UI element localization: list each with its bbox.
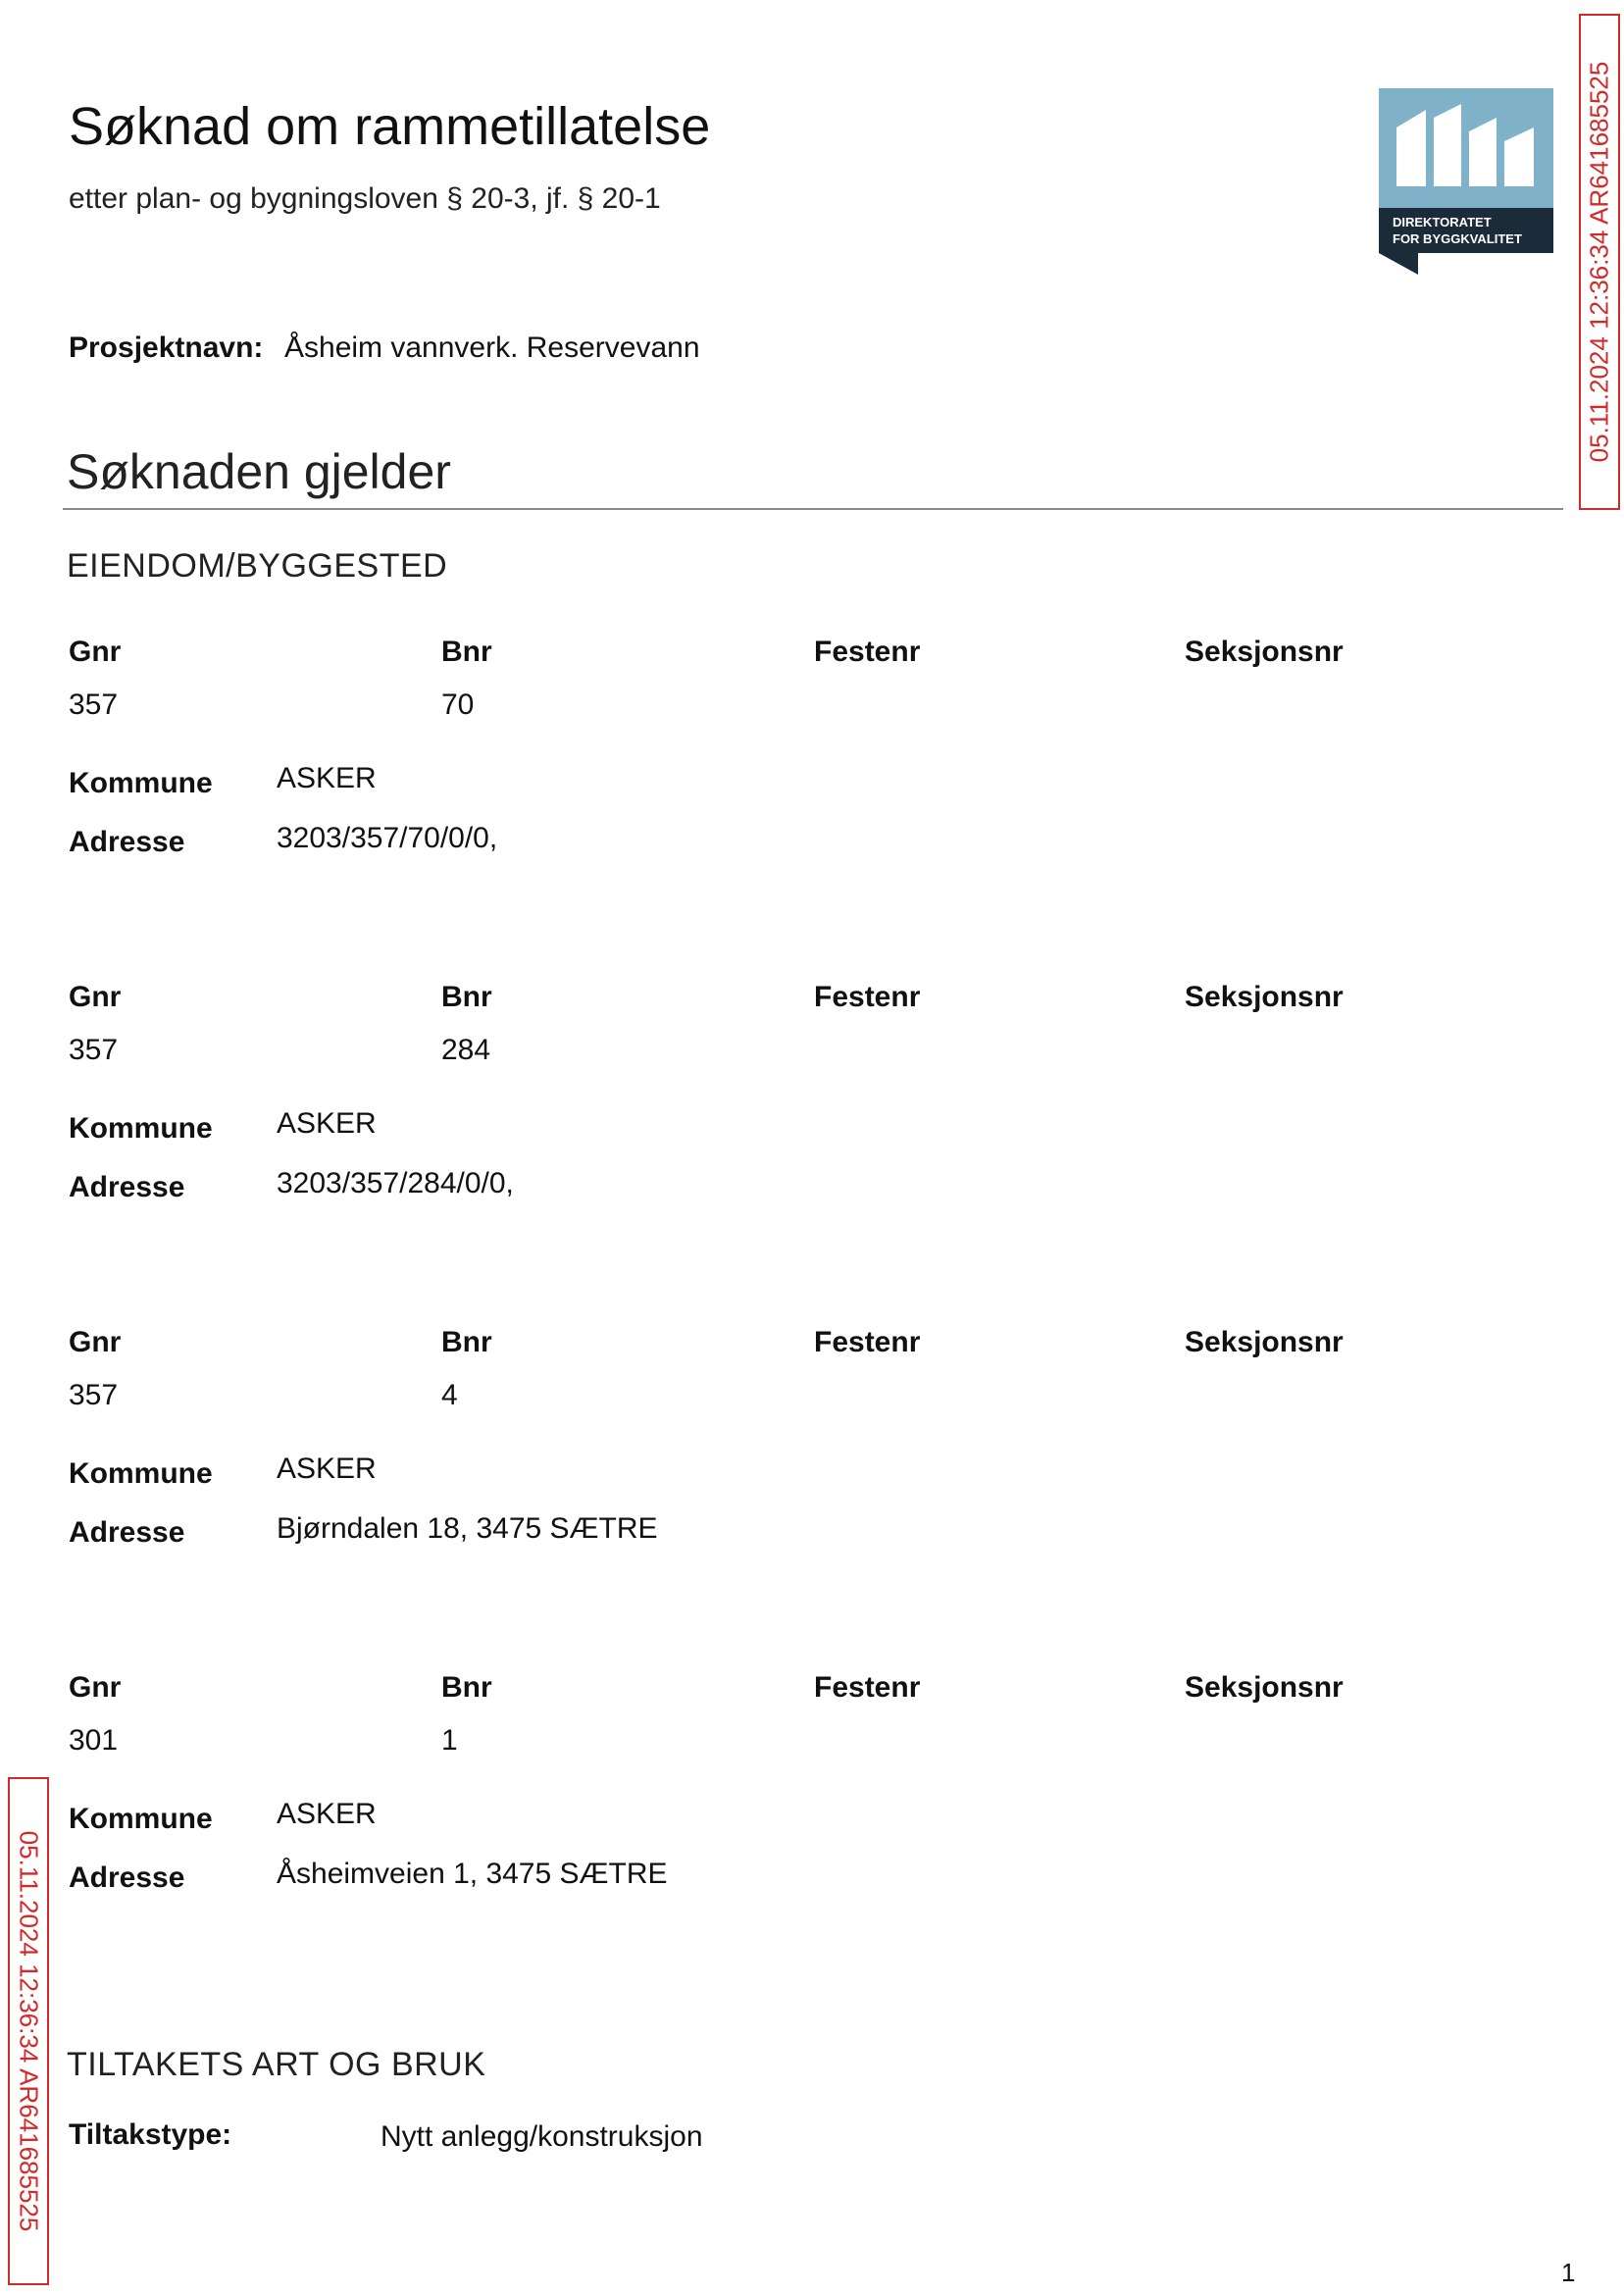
festenr-label: Festenr (814, 1671, 921, 1704)
project-name-value: Åsheim vannverk. Reservevann (284, 331, 700, 364)
bnr-value: 70 (441, 688, 475, 721)
adresse-label: Adresse (69, 1516, 185, 1549)
bnr-label: Bnr (441, 1671, 492, 1704)
adresse-value: 3203/357/70/0/0, (277, 822, 498, 854)
gnr-value: 357 (69, 688, 119, 721)
adresse-value: Bjørndalen 18, 3475 SÆTRE (277, 1512, 658, 1545)
section-divider (63, 508, 1563, 510)
seksjonsnr-label: Seksjonsnr (1185, 981, 1344, 1013)
kommune-value: ASKER (277, 762, 377, 794)
kommune-value: ASKER (277, 1453, 377, 1485)
section-title: Søknaden gjelder (67, 444, 451, 499)
bnr-value: 1 (441, 1724, 458, 1757)
gnr-value: 357 (69, 1379, 119, 1411)
seksjonsnr-label: Seksjonsnr (1185, 1671, 1344, 1704)
project-name-label: Prosjektnavn: (69, 331, 264, 364)
dibk-logo (1379, 88, 1553, 275)
kommune-label: Kommune (69, 767, 213, 799)
kommune-label: Kommune (69, 1803, 213, 1835)
bnr-label: Bnr (441, 636, 492, 668)
gnr-value: 357 (69, 1034, 119, 1066)
adresse-value: 3203/357/284/0/0, (277, 1167, 514, 1199)
gnr-label: Gnr (69, 1671, 122, 1704)
festenr-label: Festenr (814, 981, 921, 1013)
document-title: Søknad om rammetillatelse (69, 97, 711, 156)
document-subtitle: etter plan- og bygningsloven § 20-3, jf. § 20-1 (69, 182, 661, 215)
bnr-value: 4 (441, 1379, 458, 1411)
bnr-value: 284 (441, 1034, 491, 1066)
property-heading: EIENDOM/BYGGESTED (67, 547, 448, 585)
stamp-right-text: 05.11.2024 12:36:34 AR641685525 (1584, 61, 1614, 463)
festenr-label: Festenr (814, 1326, 921, 1358)
dibk-logo-graphic (1379, 88, 1553, 275)
adresse-value: Åsheimveien 1, 3475 SÆTRE (277, 1858, 668, 1890)
tiltakstype-label: Tiltakstype: (69, 2118, 232, 2151)
kommune-value: ASKER (277, 1798, 377, 1830)
seksjonsnr-label: Seksjonsnr (1185, 636, 1344, 668)
gnr-label: Gnr (69, 981, 122, 1013)
stamp-right (1579, 14, 1620, 510)
bnr-label: Bnr (441, 1326, 492, 1358)
adresse-label: Adresse (69, 1861, 185, 1894)
stamp-left-text: 05.11.2024 12:36:34 AR641685525 (14, 1830, 44, 2232)
festenr-label: Festenr (814, 636, 921, 668)
adresse-label: Adresse (69, 826, 185, 858)
logo-line-2: FOR BYGGKVALITET (1393, 231, 1522, 246)
page-number: 1 (1561, 2258, 1576, 2287)
tiltak-heading: TILTAKETS ART OG BRUK (67, 2046, 486, 2083)
adresse-label: Adresse (69, 1171, 185, 1203)
tiltakstype-value: Nytt anlegg/konstruksjon (381, 2120, 703, 2153)
kommune-value: ASKER (277, 1107, 377, 1140)
seksjonsnr-label: Seksjonsnr (1185, 1326, 1344, 1358)
gnr-value: 301 (69, 1724, 119, 1757)
kommune-label: Kommune (69, 1112, 213, 1145)
gnr-label: Gnr (69, 1326, 122, 1358)
stamp-left (8, 1777, 49, 2285)
logo-line-1: DIREKTORATET (1393, 215, 1492, 229)
kommune-label: Kommune (69, 1457, 213, 1490)
gnr-label: Gnr (69, 636, 122, 668)
bnr-label: Bnr (441, 981, 492, 1013)
